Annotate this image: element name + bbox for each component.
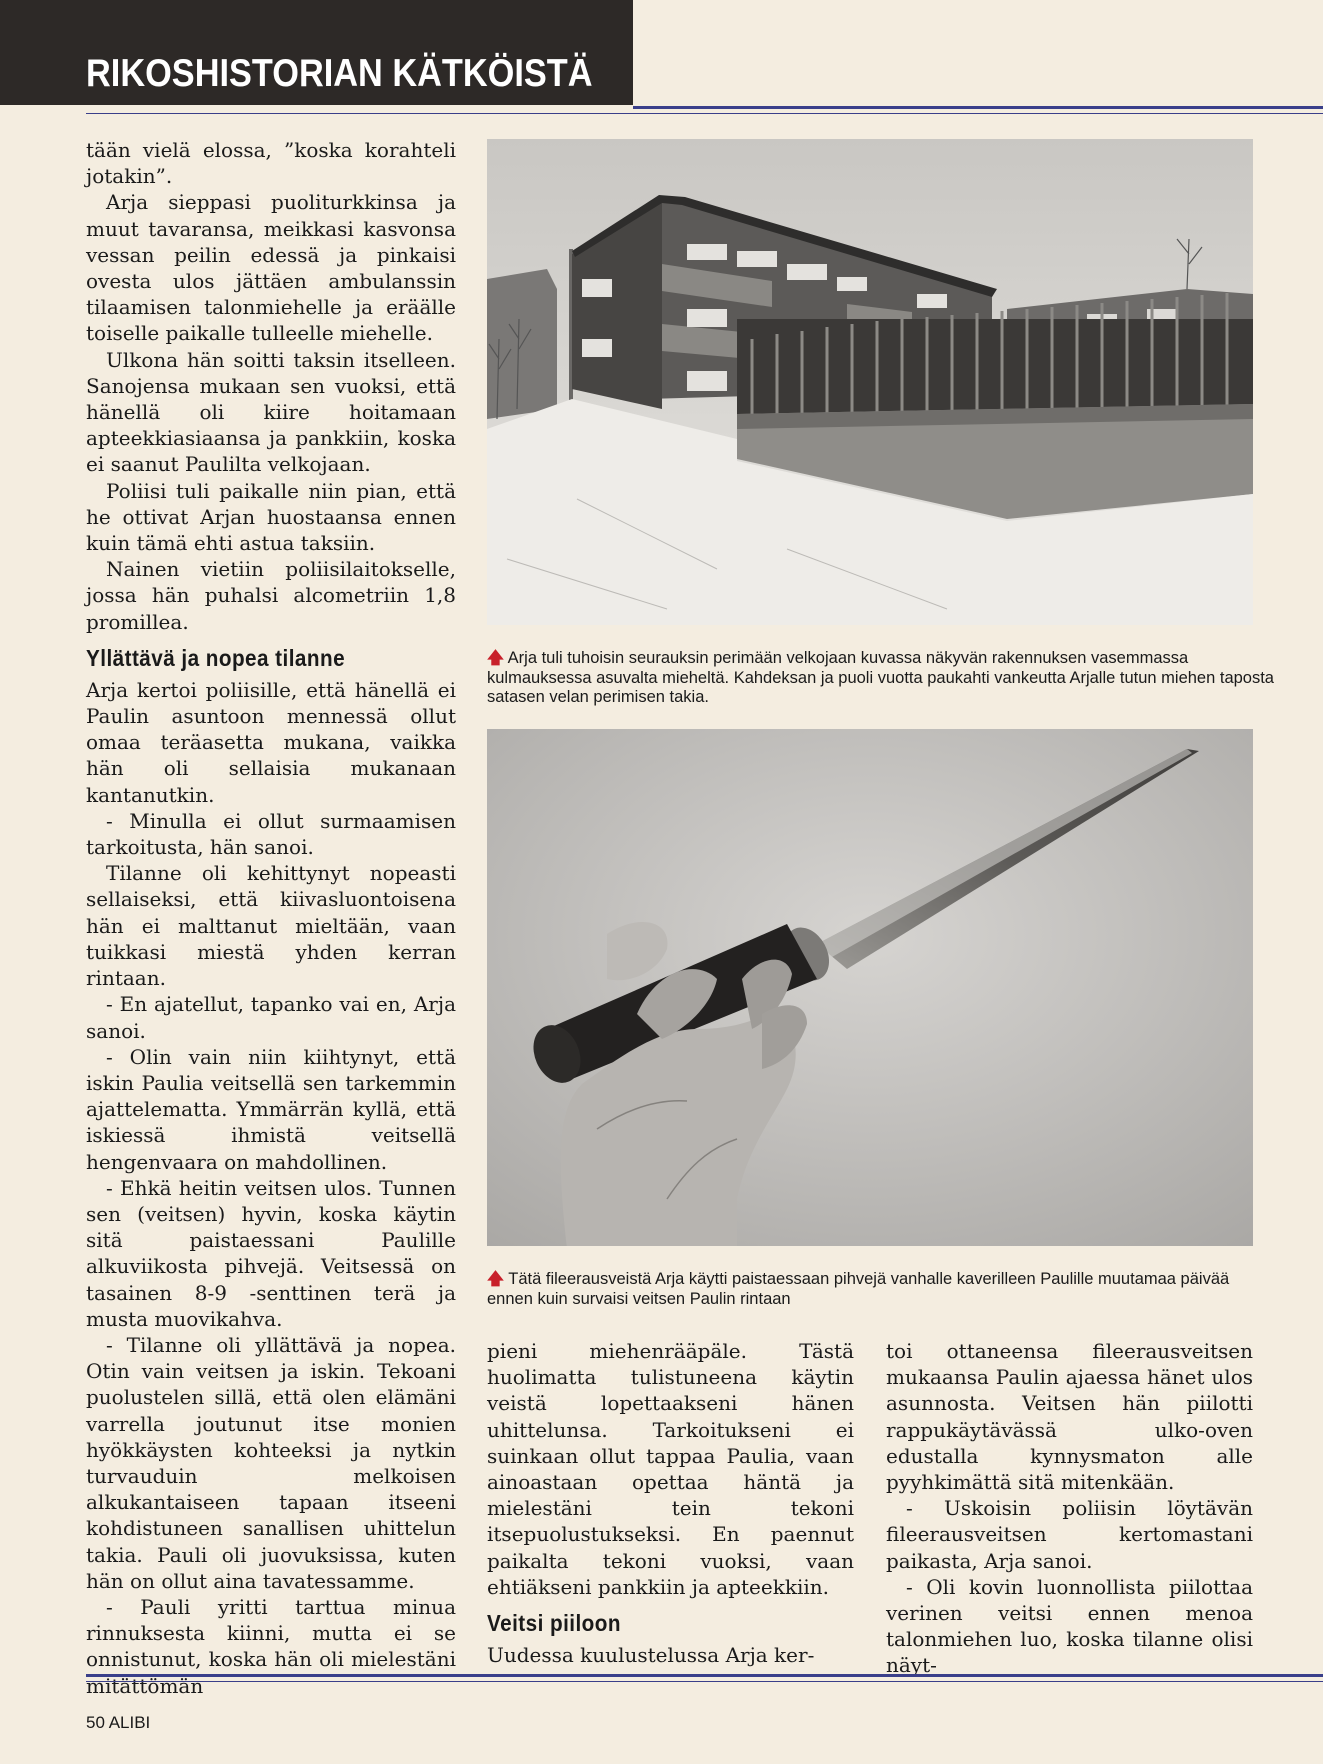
photo-fillet-knife: [487, 729, 1253, 1246]
arrow-up-icon: 🡅: [487, 1270, 504, 1288]
paragraph: - Oli kovin luonnollista piilottaa verinen veitsi ennen menoa talonmiehen luo, koska tilanne olisi näyt-: [886, 1574, 1253, 1678]
page-number-label: 50 ALIBI: [86, 1713, 151, 1732]
paragraph: - Olin vain niin kiihtynyt, että iskin Paulia veitsellä sen tarkemmin ajattelematta. Ymmärrän kyllä, että iskiessä ihmistä veitsellä hengenvaara on mahdollinen.: [86, 1044, 456, 1174]
apartment-building-image: [487, 139, 1253, 625]
footer-rule: [86, 1674, 1323, 1677]
arrow-up-icon: 🡅: [487, 649, 504, 667]
paragraph: Tilanne oli kehittynyt nopeasti sellaiseksi, että kiivasluontoisena hän ei malttanut mieltään, vaan tuikkasi miestä yhden kerran rintaan.: [86, 861, 456, 991]
knife-in-hand-image: [487, 729, 1253, 1246]
paragraph: Ulkona hän soitti taksin itselleen. Sanojensa mukaan sen vuoksi, että hänellä oli kiire hoitamaan apteekkiasiaansa ja pankkiin, koska ei saanut Paulilta velkojaan.: [86, 347, 456, 477]
paragraph: - Tilanne oli yllättävä ja nopea. Otin vain veitsen ja iskin. Tekoani puolustelen sillä, että olen elämäni varrella joutunut itse monien hyökkäysten kohteeksi ja nytkin turvauduin melkoisen alkukantaiseen tapaan itseeni kohdistuneen sanallisen uhittelun takia. Pauli oli juovuksissa, kuten hän on ollut aina tavatessamme.: [86, 1332, 456, 1593]
paragraph: tään vielä elossa, ”koska korahteli jotakin”.: [86, 138, 456, 189]
paragraph: - Ehkä heitin veitsen ulos. Tunnen sen (veitsen) hyvin, koska käytin sitä paistaessani Paulille alkuviikosta pihvejä. Veitsessä on tasainen 8-9 -senttinen terä ja musta muovikahva.: [86, 1175, 456, 1331]
subheading: Yllättävä ja nopea tilanne: [86, 644, 346, 671]
photo-caption-1: [487, 649, 1277, 708]
paragraph: Poliisi tuli paikalle niin pian, että he ottivat Arjan huostaansa ennen kuin tämä ehti astua taksiin.: [86, 478, 456, 556]
paragraph: Arja sieppasi puoliturkkinsa ja muut tavaransa, meikkasi kasvonsa vessan peilin edessä ja pinkaisi ovesta ulos jättäen ambulanssin tilaamisen talonmiehelle ja eräälle toiselle paikalle tulleelle miehelle.: [86, 190, 456, 346]
paragraph: - Minulla ei ollut surmaamisen tarkoitusta, hän sanoi.: [86, 808, 456, 860]
article-column-2: [487, 1338, 854, 1668]
header-rule-thin: [86, 113, 1323, 114]
article-column-3: [886, 1338, 1253, 1679]
paragraph: Uudessa kuulustelussa Arja ker-: [487, 1643, 815, 1668]
paragraph: pieni miehenrääpäle. Tästä huolimatta tulistuneena käytin veistä lopettaakseni hänen uhittelunsa. Tarkoitukseni ei suinkaan ollut tappaa Paulia, vaan ainoastaan opettaa häntä ja mielestäni tein tekoni itsepuolustukseksi. En paennut paikalta tekoni vuoksi, vaan ehtiäkseni pankkiin ja apteekkiin.: [487, 1339, 854, 1599]
footer-rule-thin: [86, 1681, 1323, 1682]
paragraph: - En ajatellut, tapanko vai en, Arja sanoi.: [86, 992, 456, 1043]
section-title: RIKOSHISTORIAN KÄTKÖISTÄ: [86, 52, 593, 95]
caption-text: Tätä fileerausveistä Arja käytti paistaessaan pihvejä vanhalle kaverilleen Paulille muutamaa päivää ennen kuin survaisi veitsen Paulin rintaan: [487, 1270, 1230, 1308]
article-column-1: [86, 137, 456, 1699]
paragraph: - Pauli yritti tarttua minua rinnuksesta kiinni, mutta ei se onnistunut, koska hän oli mielestäni mitättömän: [86, 1594, 456, 1698]
paragraph: - Uskoisin poliisin löytävän fileerausveitsen kertomastani paikasta, Arja sanoi.: [886, 1496, 1253, 1573]
caption-text: Arja tuli tuhoisin seurauksin perimään velkojaan kuvassa näkyvän rakennuksen vasemmassa kulmauksessa asuvalta mieheltä. Kahdeksan ja puoli vuotta paukahti vankeutta Arjalle tutun miehen taposta satasen velan perimisen takia.: [487, 649, 1274, 706]
paragraph: toi ottaneensa fileerausveitsen mukaansa Paulin ajaessa hänet ulos asunnosta. Veitsen hän piilotti rappukäytävässä ulko-oven edustalla kynnysmaton alle pyyhkimättä sitä mitenkään.: [886, 1339, 1253, 1495]
paragraph: Nainen vietiin poliisilaitokselle, jossa hän puhalsi alcometriin 1,8 promillea.: [86, 557, 456, 634]
paragraph: Arja kertoi poliisille, että hänellä ei Paulin asuntoon mennessä ollut omaa teräasetta mukana, vaikka hän oli sellaisia mukanaan kantanutkin.: [86, 677, 456, 807]
subheading: Veitsi piiloon: [487, 1610, 621, 1637]
photo-caption-2: [487, 1270, 1277, 1309]
header-rule: [633, 106, 1323, 109]
photo-apartment-building: [487, 139, 1253, 625]
